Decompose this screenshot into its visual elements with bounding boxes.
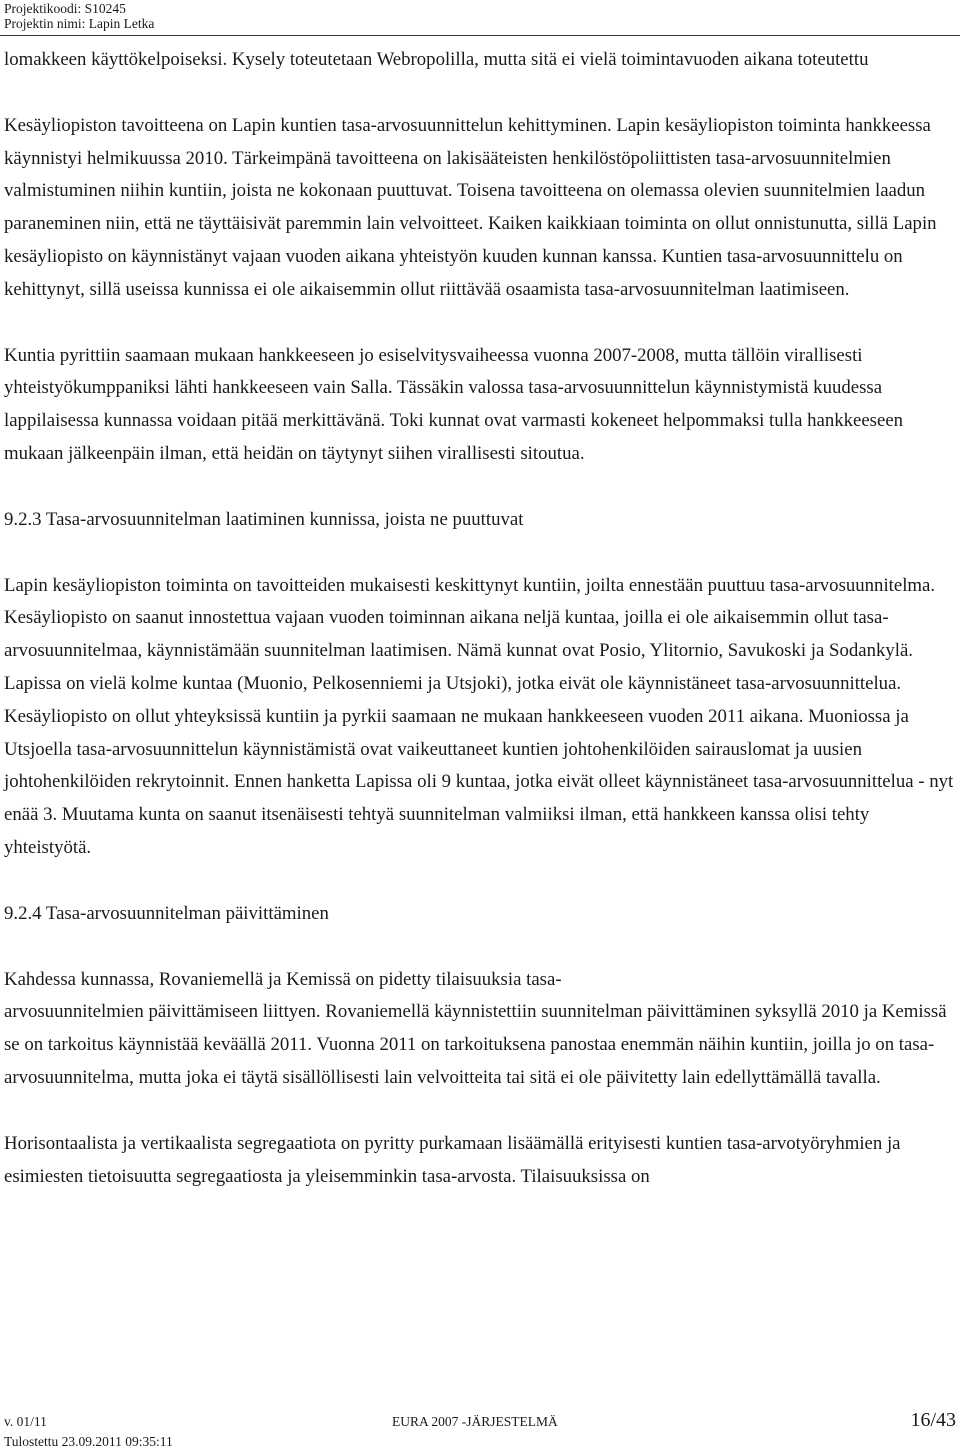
paragraph-5-rest: arvosuunnitelmien päivittämiseen liittyen. Rovaniemellä käynnistettiin suunnitelman päivittäminen syksyllä 2010 ja Kemissä se on tarkoitus käynnistää keväällä 2011. Vuonna 2011 on tarkoituksena panostaa enemmän näihin kuntiin, joilla jo on tasa-arvosuunnitelma, mutta joka ei täytä sisällöllisesti lain velvoitteita tai sitä ei ole päivitetty lain edellyttämällä tavalla. xyxy=(4,1001,947,1088)
paragraph-gap xyxy=(4,1095,956,1128)
footer-left xyxy=(4,1412,173,1452)
paragraph-gap xyxy=(4,471,956,504)
paragraph-4: Lapin kesäyliopiston toiminta on tavoitteiden mukaisesti keskittynyt kuntiin, joilta ennestään puuttuu tasa-arvosuunnitelma. Kesäyliopisto on saanut innostettua vajaan vuoden toiminnan aikana neljä kuntaa, joilla ei ole aikaisemmin ollut tasa-arvosuunnitelmaa, käynnistämään suunnitelman laatimisen. Nämä kunnat ovat Posio, Ylitornio, Savukoski ja Sodankylä. Lapissa on vielä kolme kuntaa (Muonio, Pelkosenniemi ja Utsjoki), jotka eivät ole käynnistäneet tasa-arvosuunnittelua. Kesäyliopisto on ollut yhteyksissä kuntiin ja pyrkii saamaan ne mukaan hankkeeseen vuoden 2011 aikana. Muoniossa ja Utsjoella tasa-arvosuunnittelun käynnistämistä ovat vaikeuttaneet kuntien johtohenkilöiden sairauslomat ja uusien johtohenkilöiden rekrytoinnit. Ennen hanketta Lapissa oli 9 kuntaa, jotka eivät olleet käynnistäneet tasa-arvosuunnittelua - nyt enää 3. Muutama kunta on saanut itsenäisesti tehtyä suunnitelman valmiiksi ilman, että hankkeen kanssa olisi tehty yhteistyötä. xyxy=(4,574,954,858)
section-heading-9-2-3: 9.2.3 Tasa-arvosuunnitelman laatiminen kunnissa, joista ne puuttuvat xyxy=(4,508,524,530)
paragraph-gap xyxy=(4,931,956,964)
paragraph-gap xyxy=(4,77,956,110)
footer-system: EURA 2007 -JÄRJESTELMÄ xyxy=(392,1414,558,1429)
document-body xyxy=(4,44,956,1193)
paragraph-gap xyxy=(4,537,956,570)
paragraph-2: Kesäyliopiston tavoitteena on Lapin kuntien tasa-arvosuunnittelun kehittyminen. Lapin kesäyliopiston toiminta hankkeessa käynnistyi helmikuussa 2010. Tärkeimpänä tavoitteena on lakisääteisten henkilöstöpoliittisten tasa-arvosuunnitelmien valmistuminen niihin kuntiin, joista ne kokonaan puuttuvat. Toisena tavoitteena on olemassa olevien suunnitelmien laadun paraneminen niin, että ne täyttäisivät paremmin lain velvoitteet. Kaiken kaikkiaan toiminta on ollut onnistunutta, sillä Lapin kesäyliopisto on käynnistänyt vajaan vuoden aikana yhteistyön kuuden kunnan kanssa. Kuntien tasa-arvosuunnittelu on kehittynyt, sillä useissa kunnissa ei ole aikaisemmin ollut riittävää osaamista tasa-arvosuunnitelman laatimiseen. xyxy=(4,114,937,300)
paragraph-3: Kuntia pyrittiin saamaan mukaan hankkeeseen jo esiselvitysvaiheessa vuonna 2007-2008, mutta tällöin virallisesti yhteistyökumppaniksi lähti hankkeeseen vain Salla. Tässäkin valossa tasa-arvosuunnittelun käynnistymistä kuudessa lappilaisessa kunnassa voidaan pitää merkittävänä. Toki kunnat ovat varmasti kokeneet helpommaksi tulla hankkeeseen mukaan jälkeenpäin ilman, että heidän on täytynyt siihen virallisesti sitoutua. xyxy=(4,344,904,464)
paragraph-gap xyxy=(4,865,956,898)
footer-printed: Tulostettu 23.09.2011 09:35:11 xyxy=(4,1434,173,1449)
paragraph-1: lomakkeen käyttökelpoiseksi. Kysely toteutetaan Webropolilla, mutta sitä ei vielä toimintavuoden aikana toteutettu xyxy=(4,49,869,70)
footer-version: v. 01/11 xyxy=(4,1414,47,1429)
project-code: Projektikoodi: S10245 xyxy=(4,1,126,16)
page-header xyxy=(4,1,154,31)
page-number: 16/43 xyxy=(910,1409,956,1431)
paragraph-5-line-1: Kahdessa kunnassa, Rovaniemellä ja Kemissä on pidetty tilaisuuksia tasa- xyxy=(4,968,562,990)
paragraph-6: Horisontaalista ja vertikaalista segregaatiota on pyritty purkamaan lisäämällä erityisesti kuntien tasa-arvotyöryhmien ja esimiesten tietoisuutta segregaatiosta ja yleisemminkin tasa-arvosta. Tilaisuuksissa on xyxy=(4,1132,901,1187)
project-name: Projektin nimi: Lapin Letka xyxy=(4,16,155,31)
paragraph-gap xyxy=(4,307,956,340)
paragraph-5 xyxy=(4,964,956,1095)
header-divider xyxy=(0,35,960,36)
section-heading-9-2-4: 9.2.4 Tasa-arvosuunnitelman päivittäminen xyxy=(4,902,329,924)
